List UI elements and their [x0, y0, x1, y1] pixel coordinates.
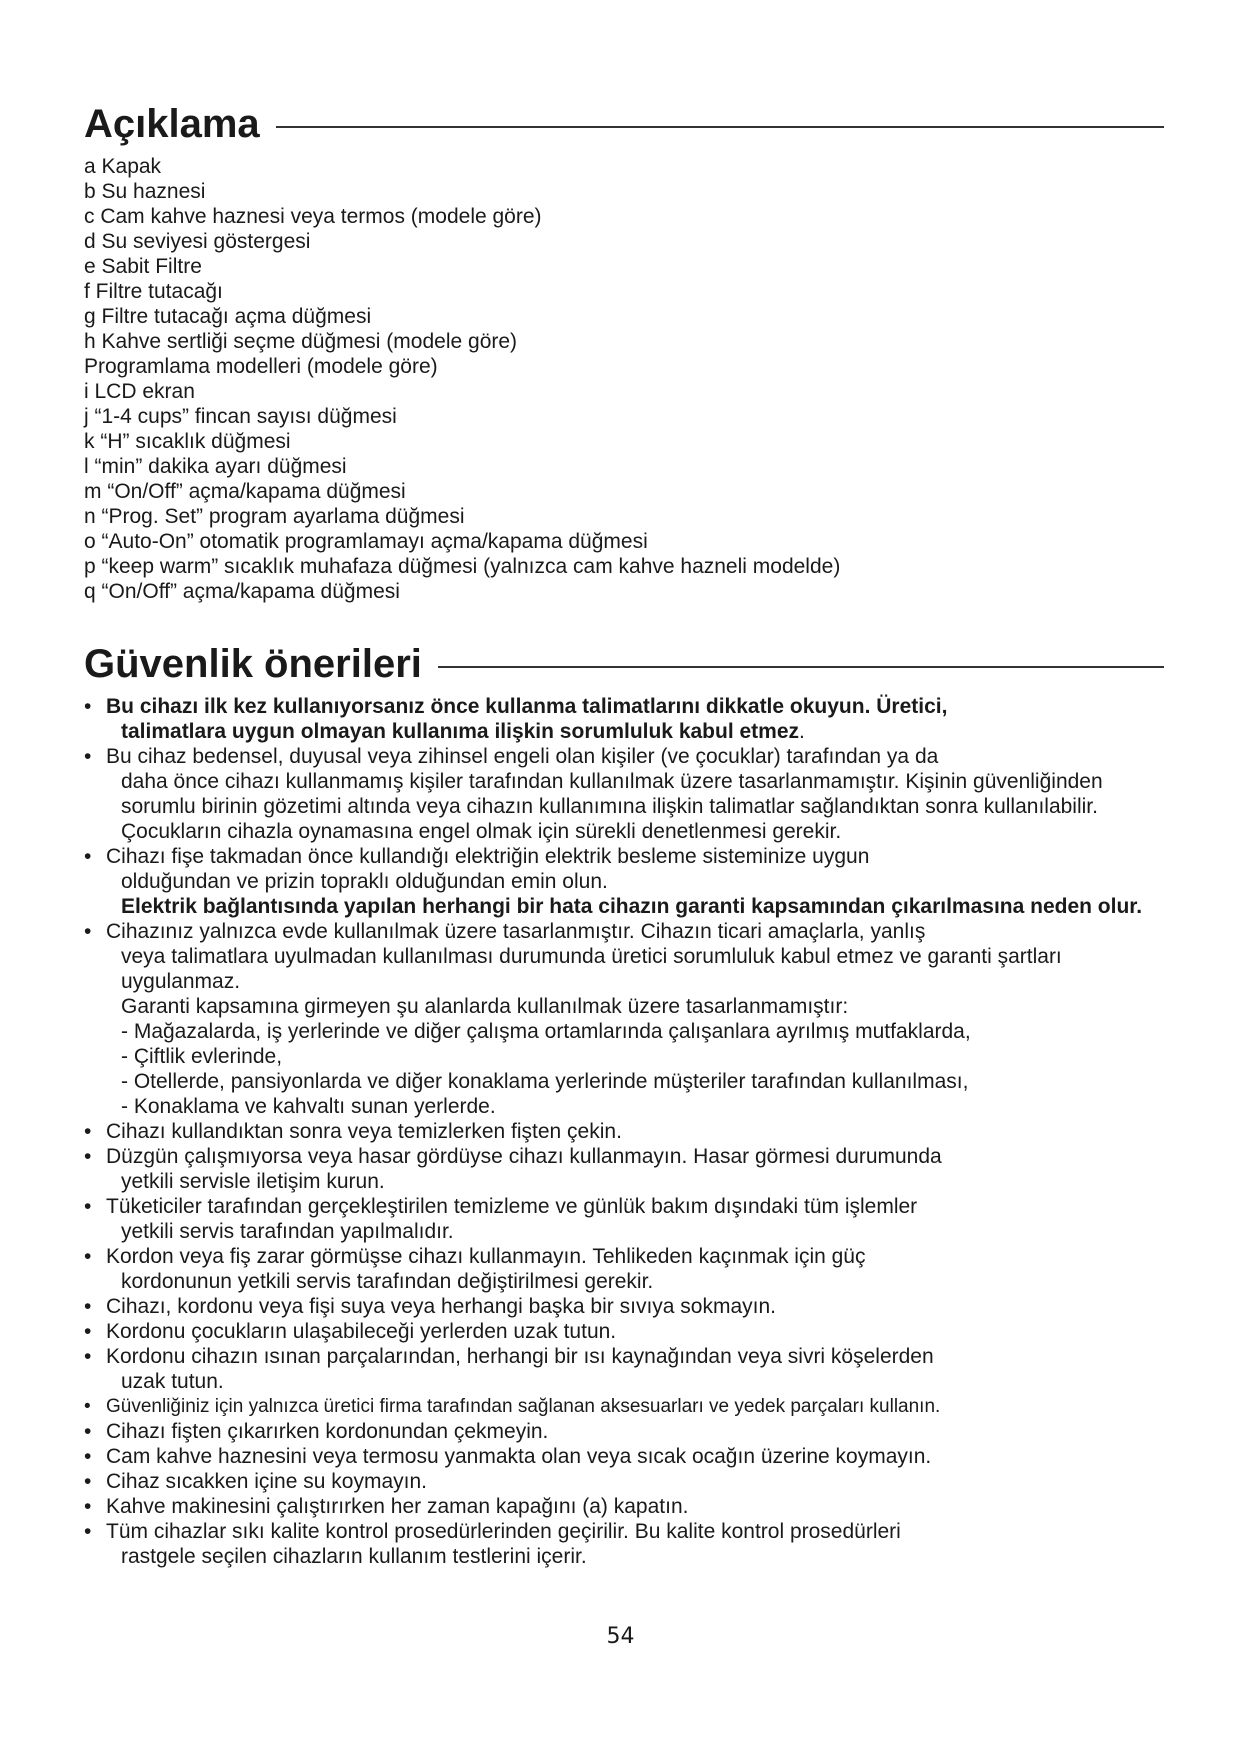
legend-item: Programlama modelleri (modele göre)	[84, 355, 438, 378]
safety-item-text	[106, 1244, 1164, 1294]
legend-item: c Cam kahve haznesi veya termos (modele göre)	[84, 205, 542, 228]
safety-item-first-line: • Cihazı fişe takmadan önce kullandığı elektriğin elektrik besleme sisteminize uygun	[106, 845, 870, 868]
safety-item	[84, 1244, 1164, 1294]
safety-item-text	[106, 1394, 1164, 1419]
safety-item-first-line: • Bu cihaz bedensel, duyusal veya zihinsel engeli olan kişiler (ve çocuklar) tarafından ya da	[106, 745, 939, 768]
safety-item-text	[106, 1319, 1164, 1344]
safety-item-first-line: • Cihazı kullandıktan sonra veya temizlerken fişten çekin.	[106, 1120, 622, 1143]
heading-rule	[438, 666, 1164, 668]
safety-item-text	[106, 1344, 1164, 1394]
safety-sub-item: - Konaklama ve kahvaltı sunan yerlerde.	[121, 1095, 496, 1118]
legend-item: q “On/Off” açma/kapama düğmesi	[84, 580, 400, 603]
safety-item-first-line: • Kahve makinesini çalıştırırken her zaman kapağını (a) kapatın.	[106, 1495, 689, 1518]
heading-rule	[276, 126, 1164, 128]
legend-item: f Filtre tutacağı	[84, 280, 223, 303]
safety-item-first-line: • Kordonu cihazın ısınan parçalarından, herhangi bir ısı kaynağından veya sivri köşelerden	[106, 1345, 934, 1368]
legend-item: g Filtre tutacağı açma düğmesi	[84, 305, 372, 328]
safety-item-first-line: • Tüketiciler tarafından gerçekleştirilen temizleme ve günlük bakım dışındaki tüm işlemler	[106, 1195, 918, 1218]
manual-page	[84, 100, 1164, 1569]
safety-item-rest: talimatlara uygun olmayan kullanıma ilişkin sorumluluk kabul etmez	[121, 720, 800, 743]
legend-heading	[84, 100, 1164, 148]
safety-item-text	[106, 694, 1164, 744]
safety-item-rest: uzak tutun.	[121, 1370, 224, 1393]
safety-item	[84, 1394, 1164, 1419]
safety-sub-item: - Otellerde, pansiyonlarda ve diğer konaklama yerlerinde müşteriler tarafından kullanılması,	[121, 1070, 969, 1093]
safety-item	[84, 1319, 1164, 1344]
safety-item-first-line: • Güvenliğiniz için yalnızca üretici firma tarafından sağlanan aksesuarları ve yedek parçaları kullanın.	[106, 1396, 941, 1417]
safety-item-rest: daha önce cihazı kullanmamış kişiler tarafından kullanılmak üzere tasarlanmamıştır. Kişinin güvenliğinden sorumlu birinin gözetimi altında veya cihazın kullanımına ilişkin talimatlar sağlandıktan sonra kullanılabilir. Çocukların cihazla oynamasına engel olmak için sürekli denetlenmesi gerekir.	[121, 770, 1103, 843]
safety-heading	[84, 640, 1164, 688]
safety-item-text	[106, 1294, 1164, 1319]
safety-item-first-line: • Cihazı, kordonu veya fişi suya veya herhangi başka bir sıvıya sokmayın.	[106, 1295, 776, 1318]
safety-sub-item: - Mağazalarda, iş yerlerinde ve diğer çalışma ortamlarında çalışanlara ayrılmış mutfaklarda,	[121, 1020, 971, 1043]
legend-item: i LCD ekran	[84, 380, 195, 403]
safety-item-first-line: • Tüm cihazlar sıkı kalite kontrol prosedürlerinden geçirilir. Bu kalite kontrol prosedürleri	[106, 1520, 901, 1543]
safety-item-continuation	[106, 719, 1164, 744]
safety-item-first-line: • Kordon veya fiş zarar görmüşse cihazı kullanmayın. Tehlikeden kaçınmak için güç	[106, 1245, 866, 1268]
safety-item	[84, 1119, 1164, 1144]
safety-item	[84, 1419, 1164, 1444]
safety-item	[84, 1144, 1164, 1194]
legend-item: k “H” sıcaklık düğmesi	[84, 430, 291, 453]
legend-item: j “1-4 cups” fincan sayısı düğmesi	[84, 405, 397, 428]
safety-item	[84, 1294, 1164, 1319]
safety-item-text	[106, 744, 1164, 844]
safety-title: Güvenlik önerileri	[84, 642, 422, 686]
safety-item-rest: veya talimatlara uyulmadan kullanılması durumunda üretici sorumluluk kabul etmez ve garanti şartları uygulanmaz.	[121, 945, 1062, 993]
safety-item	[84, 1194, 1164, 1244]
safety-item-text	[106, 919, 1164, 1119]
safety-item-rest: yetkili servisle iletişim kurun.	[121, 1170, 385, 1193]
page-number: 54	[606, 1624, 635, 1649]
safety-item-text	[106, 1194, 1164, 1244]
safety-item-first-line: • Cihaz sıcakken içine su koymayın.	[106, 1470, 427, 1493]
legend-item: o “Auto-On” otomatik programlamayı açma/kapama düğmesi	[84, 530, 648, 553]
safety-item-text	[106, 1444, 1164, 1469]
safety-item-first-line: • Cihazı fişten çıkarırken kordonundan çekmeyin.	[106, 1420, 549, 1443]
legend-item: m “On/Off” açma/kapama düğmesi	[84, 480, 406, 503]
safety-item-text	[106, 1494, 1164, 1519]
safety-item-rest: kordonunun yetkili servis tarafından değiştirilmesi gerekir.	[121, 1270, 654, 1293]
legend-item: l “min” dakika ayarı düğmesi	[84, 455, 347, 478]
safety-item	[84, 844, 1164, 919]
safety-item-text	[106, 1144, 1164, 1194]
safety-item-text	[106, 1469, 1164, 1494]
safety-item	[84, 1494, 1164, 1519]
safety-item-rest: olduğundan ve prizin topraklı olduğundan emin olun.	[121, 870, 608, 893]
safety-item-rest: yetkili servis tarafından yapılmalıdır.	[121, 1220, 454, 1243]
legend-item: p “keep warm” sıcaklık muhafaza düğmesi (yalnızca cam kahve hazneli modelde)	[84, 555, 841, 578]
safety-list	[84, 694, 1164, 1569]
safety-item	[84, 919, 1164, 1119]
safety-item-text	[106, 844, 1164, 919]
safety-item	[84, 694, 1164, 744]
safety-sub-block	[106, 994, 1164, 1119]
safety-item	[84, 1444, 1164, 1469]
safety-item	[84, 1519, 1164, 1569]
safety-item-first-line: • Düzgün çalışmıyorsa veya hasar gördüyse cihazı kullanmayın. Hasar görmesi durumunda	[106, 1145, 942, 1168]
safety-item-first-line: • Cam kahve haznesini veya termosu yanmakta olan veya sıcak ocağın üzerine koymayın.	[106, 1445, 932, 1468]
legend-list	[84, 154, 1164, 604]
safety-item-text	[106, 1419, 1164, 1444]
safety-item	[84, 744, 1164, 844]
safety-item-first-line: • Bu cihazı ilk kez kullanıyorsanız önce kullanma talimatlarını dikkatle okuyun. Üretici,	[106, 695, 948, 718]
safety-item-first-line: • Kordonu çocukların ulaşabileceği yerlerden uzak tutun.	[106, 1320, 617, 1343]
safety-item	[84, 1469, 1164, 1494]
safety-item-first-line: • Cihazınız yalnızca evde kullanılmak üzere tasarlanmıştır. Cihazın ticari amaçlarla, yanlış	[106, 920, 926, 943]
safety-item-text	[106, 1119, 1164, 1144]
safety-sub-item: - Çiftlik evlerinde,	[121, 1045, 283, 1068]
legend-title: Açıklama	[84, 102, 260, 146]
legend-item: h Kahve sertliği seçme düğmesi (modele göre)	[84, 330, 518, 353]
safety-item-bold-note: Elektrik bağlantısında yapılan herhangi bir hata cihazın garanti kapsamından çıkarılmasına neden olur.	[121, 895, 1143, 918]
safety-item-rest: rastgele seçilen cihazların kullanım testlerini içerir.	[121, 1545, 587, 1568]
legend-item: d Su seviyesi göstergesi	[84, 230, 311, 253]
legend-item: b Su haznesi	[84, 180, 206, 203]
safety-item-tail: .	[799, 720, 805, 743]
legend-item: a Kapak	[84, 155, 162, 178]
safety-item	[84, 1344, 1164, 1394]
safety-item-text	[106, 1519, 1164, 1569]
legend-item: n “Prog. Set” program ayarlama düğmesi	[84, 505, 465, 528]
safety-sub-intro: Garanti kapsamına girmeyen şu alanlarda kullanılmak üzere tasarlanmamıştır:	[121, 995, 849, 1018]
legend-item: e Sabit Filtre	[84, 255, 202, 278]
